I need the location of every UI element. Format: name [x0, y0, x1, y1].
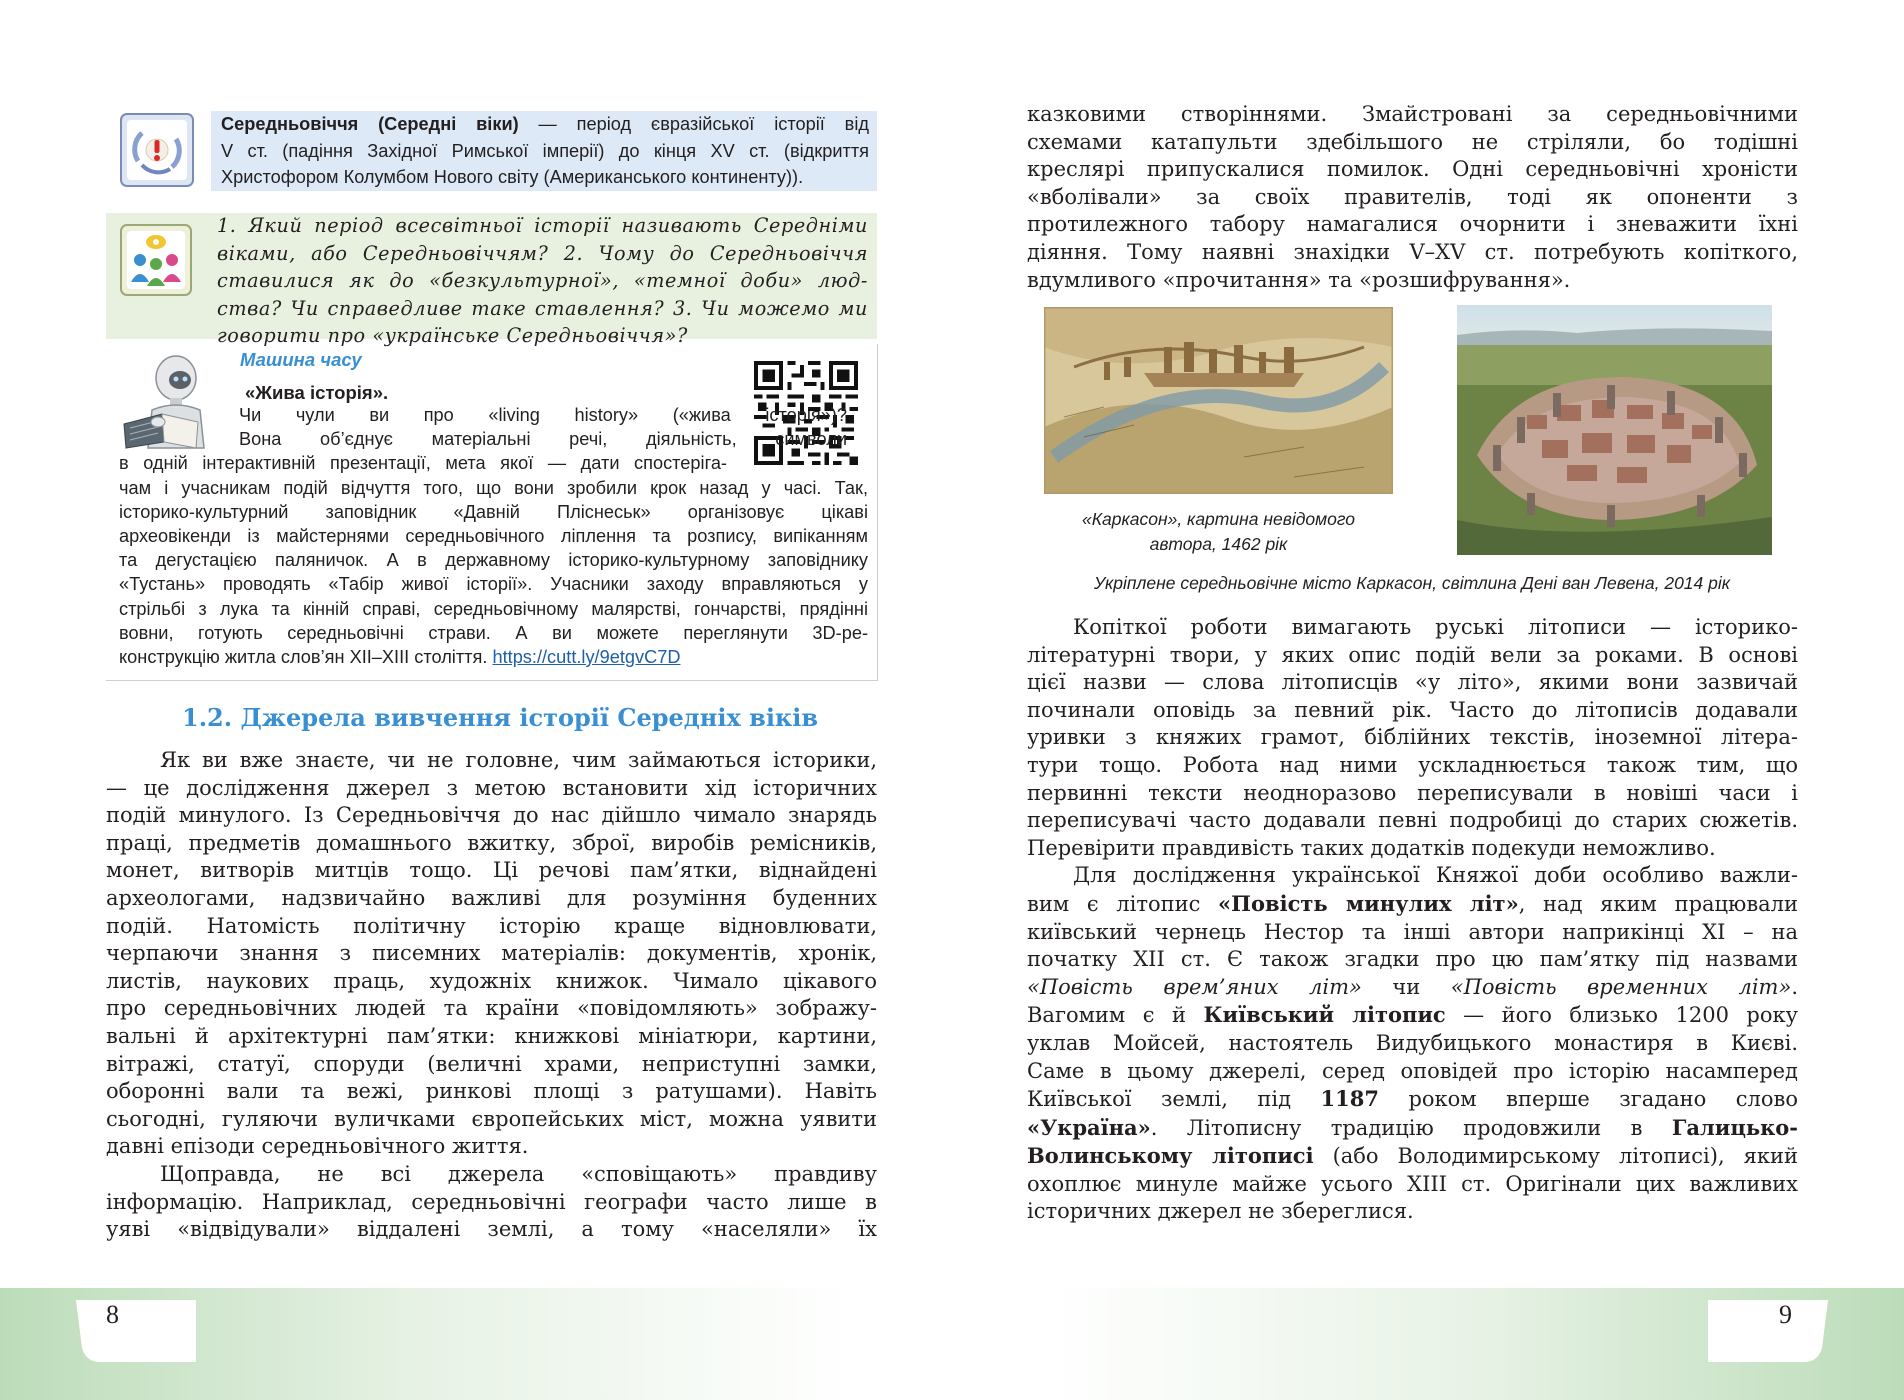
definition-term: Середньовіччя (Середні віки)	[221, 114, 519, 134]
section-title: 1.2. Джерела вивчення історії Середніх віків	[182, 703, 819, 732]
people-discussion-icon	[120, 224, 192, 296]
caption-painting: «Каркасон», картина невідомого автора, 1462 рік	[1081, 509, 1356, 554]
footer-band	[0, 1288, 1904, 1400]
right-top-text: казковими створіннями. Змайстровані за середньовічними схемами катапульти здебільшого не стріляли, бо тодішні креслярі припускалися помилок. Одні середньовічні хроністи «вболівали» за своїх правителів, тоді як опоненти з протилежного табору намагалися очорнити і зневажити їхні діяння. Тому наявні знахідки V–XV ст. потребують копіткого, вдумливого «прочитання» та «розшифрування».	[1027, 102, 1798, 292]
right-page-number: 9	[1779, 1300, 1792, 1329]
left-body-text: Як ви вже знаєте, чи не головне, чим займаються історики, — це дослідження джерел з метою встановити хід історичних подій минулого. Із Середньовіччя до нас дійшло чимало знарядь праці, предметів домашнього вжитку, зброї, виробів ремісників, монет, витворів митців тощо. Ці речові пам’ятки, віднайдені археологами, надзвичайно важливі для розуміння буденних подій. Натомість політичну історію краще відновлювати, черпаючи знання з писемних матеріалів: документів, хронік, листів, наукових праць, художніх книжок. Чимало цікавого про середньовічних людей та країни «повідомляють» зображу- вальні й архітектурні пам’ятки: книжкові мініатюри, картини, вітражі, статуї, споруди (величні храми, неприступні замки, оборонні вали та вежі, ринкові площі з ратушами). Навіть сьогодні, гуляючи вуличками європейських міст, можна уявити давні епізоди середньовічного життя. Щоправда, не всі джерела «сповіщають» правдиву інформацію. Наприклад, середньовічні географи часто лише в уяві «відвідували» віддалені землі, а тому «населяли» їх	[106, 748, 877, 1242]
caption-photo: Укріплене середньовічне місто Каркасон, світлина Дені ван Левена, 2014 рік	[1093, 573, 1731, 593]
left-page-number: 8	[106, 1300, 119, 1329]
time-machine-heading: Машина часу	[240, 349, 362, 370]
questions-text: 1. Який період всесвітньої історії називають Середніми віками, або Середньовіччям? 2. Чому до Середньовіччя ставилися як до «безкультурної», «темної доби» люд- ства? Чи справедливе таке ставлення? 3. Чи можемо ми говорити про «українське Середньовіччя»?	[217, 214, 868, 348]
carcassonne-painting-image	[1044, 307, 1393, 494]
right-body-text: Копіткої роботи вимагають руські літописи — історико- літературні твори, у яких опис подій вели за роками. В основі цієї назви — слова літописців «у літо», якими вони зазвичай починали оповідь за певний рік. Часто до літописів додавали уривки з княжих грамот, біблійних текстів, іноземної літера- тури тощо. Робота над ними ускладнюється також тим, що первинні тексти неодноразово переписували в новіші часи і переписувачі часто додавали певні подробиці до старих сюжетів. Перевірити правдивість таких додатків подекуди неможливо. Для дослідження української Княжої доби особливо важли- вим є літопис «Повість минулих літ», над яким працювали київський чернець Нестор та інші автори наприкінці XI – на початку XII ст. Є також згадки про цю пам’ятку під назвами «Повість врем’яних літ» чи «Повість временних літ». Вагомим є й Київський літопис — його близько 1200 року уклав Мойсей, настоятель Видубицького монастиря в Києві. Саме в цьому джерелі, серед оповідей про історію насамперед Київської землі, під 1187 роком вперше згадано слово «Україна». Літописну традицію продовжили в Галицько- Волинському літописі (або Володимирському літописі), який охоплює минуле майже усього XIII ст. Оригінали цих важливих історичних джерел не збереглися.	[1027, 615, 1799, 1224]
definition-icon	[120, 113, 194, 187]
time-machine-text: Чи чули ви про «living history» («жива історія»)? Вона об’єднує матеріальні речі, діяльність, символи в одній інтерактивній презентації, мета якої — дати спостеріга- чам і учасникам подій відчуття того, що вони зробили крок назад у часі. Так, історико-культурний заповідник «Давній Пліснеськ» організовує цікаві археовікенди із майстернями середньовічного ліплення та розпису, випіканням та дегустацією паляничок. А в державному історико-культурному заповіднику «Тустань» проводять «Табір живої історії». Учасники заходу вправляються у стрільбі з лука та кінній справі, середньовічному малярстві, гончарстві, прядінні вовни, готують середньовічні страви. А ви можете переглянути 3D-ре- конструкцію житла слов’ян XII–XIII століття. https://cutt.ly/9etgvC7D	[119, 405, 868, 668]
right-page-tab	[1708, 1300, 1828, 1362]
living-history-link[interactable]: https://cutt.ly/9etgvC7D	[492, 647, 681, 668]
carcassonne-photo-image	[1457, 305, 1772, 555]
time-machine-title: «Жива історія».	[245, 382, 389, 403]
definition-text: Середньовіччя (Середні віки) — період євразійської історії від V ст. (падіння Західної Римської імперії) до кінця XV ст. (відкриття Христофором Колумбом Нового світу (Американського континенту)).	[221, 114, 869, 187]
left-page-tab	[76, 1300, 196, 1362]
